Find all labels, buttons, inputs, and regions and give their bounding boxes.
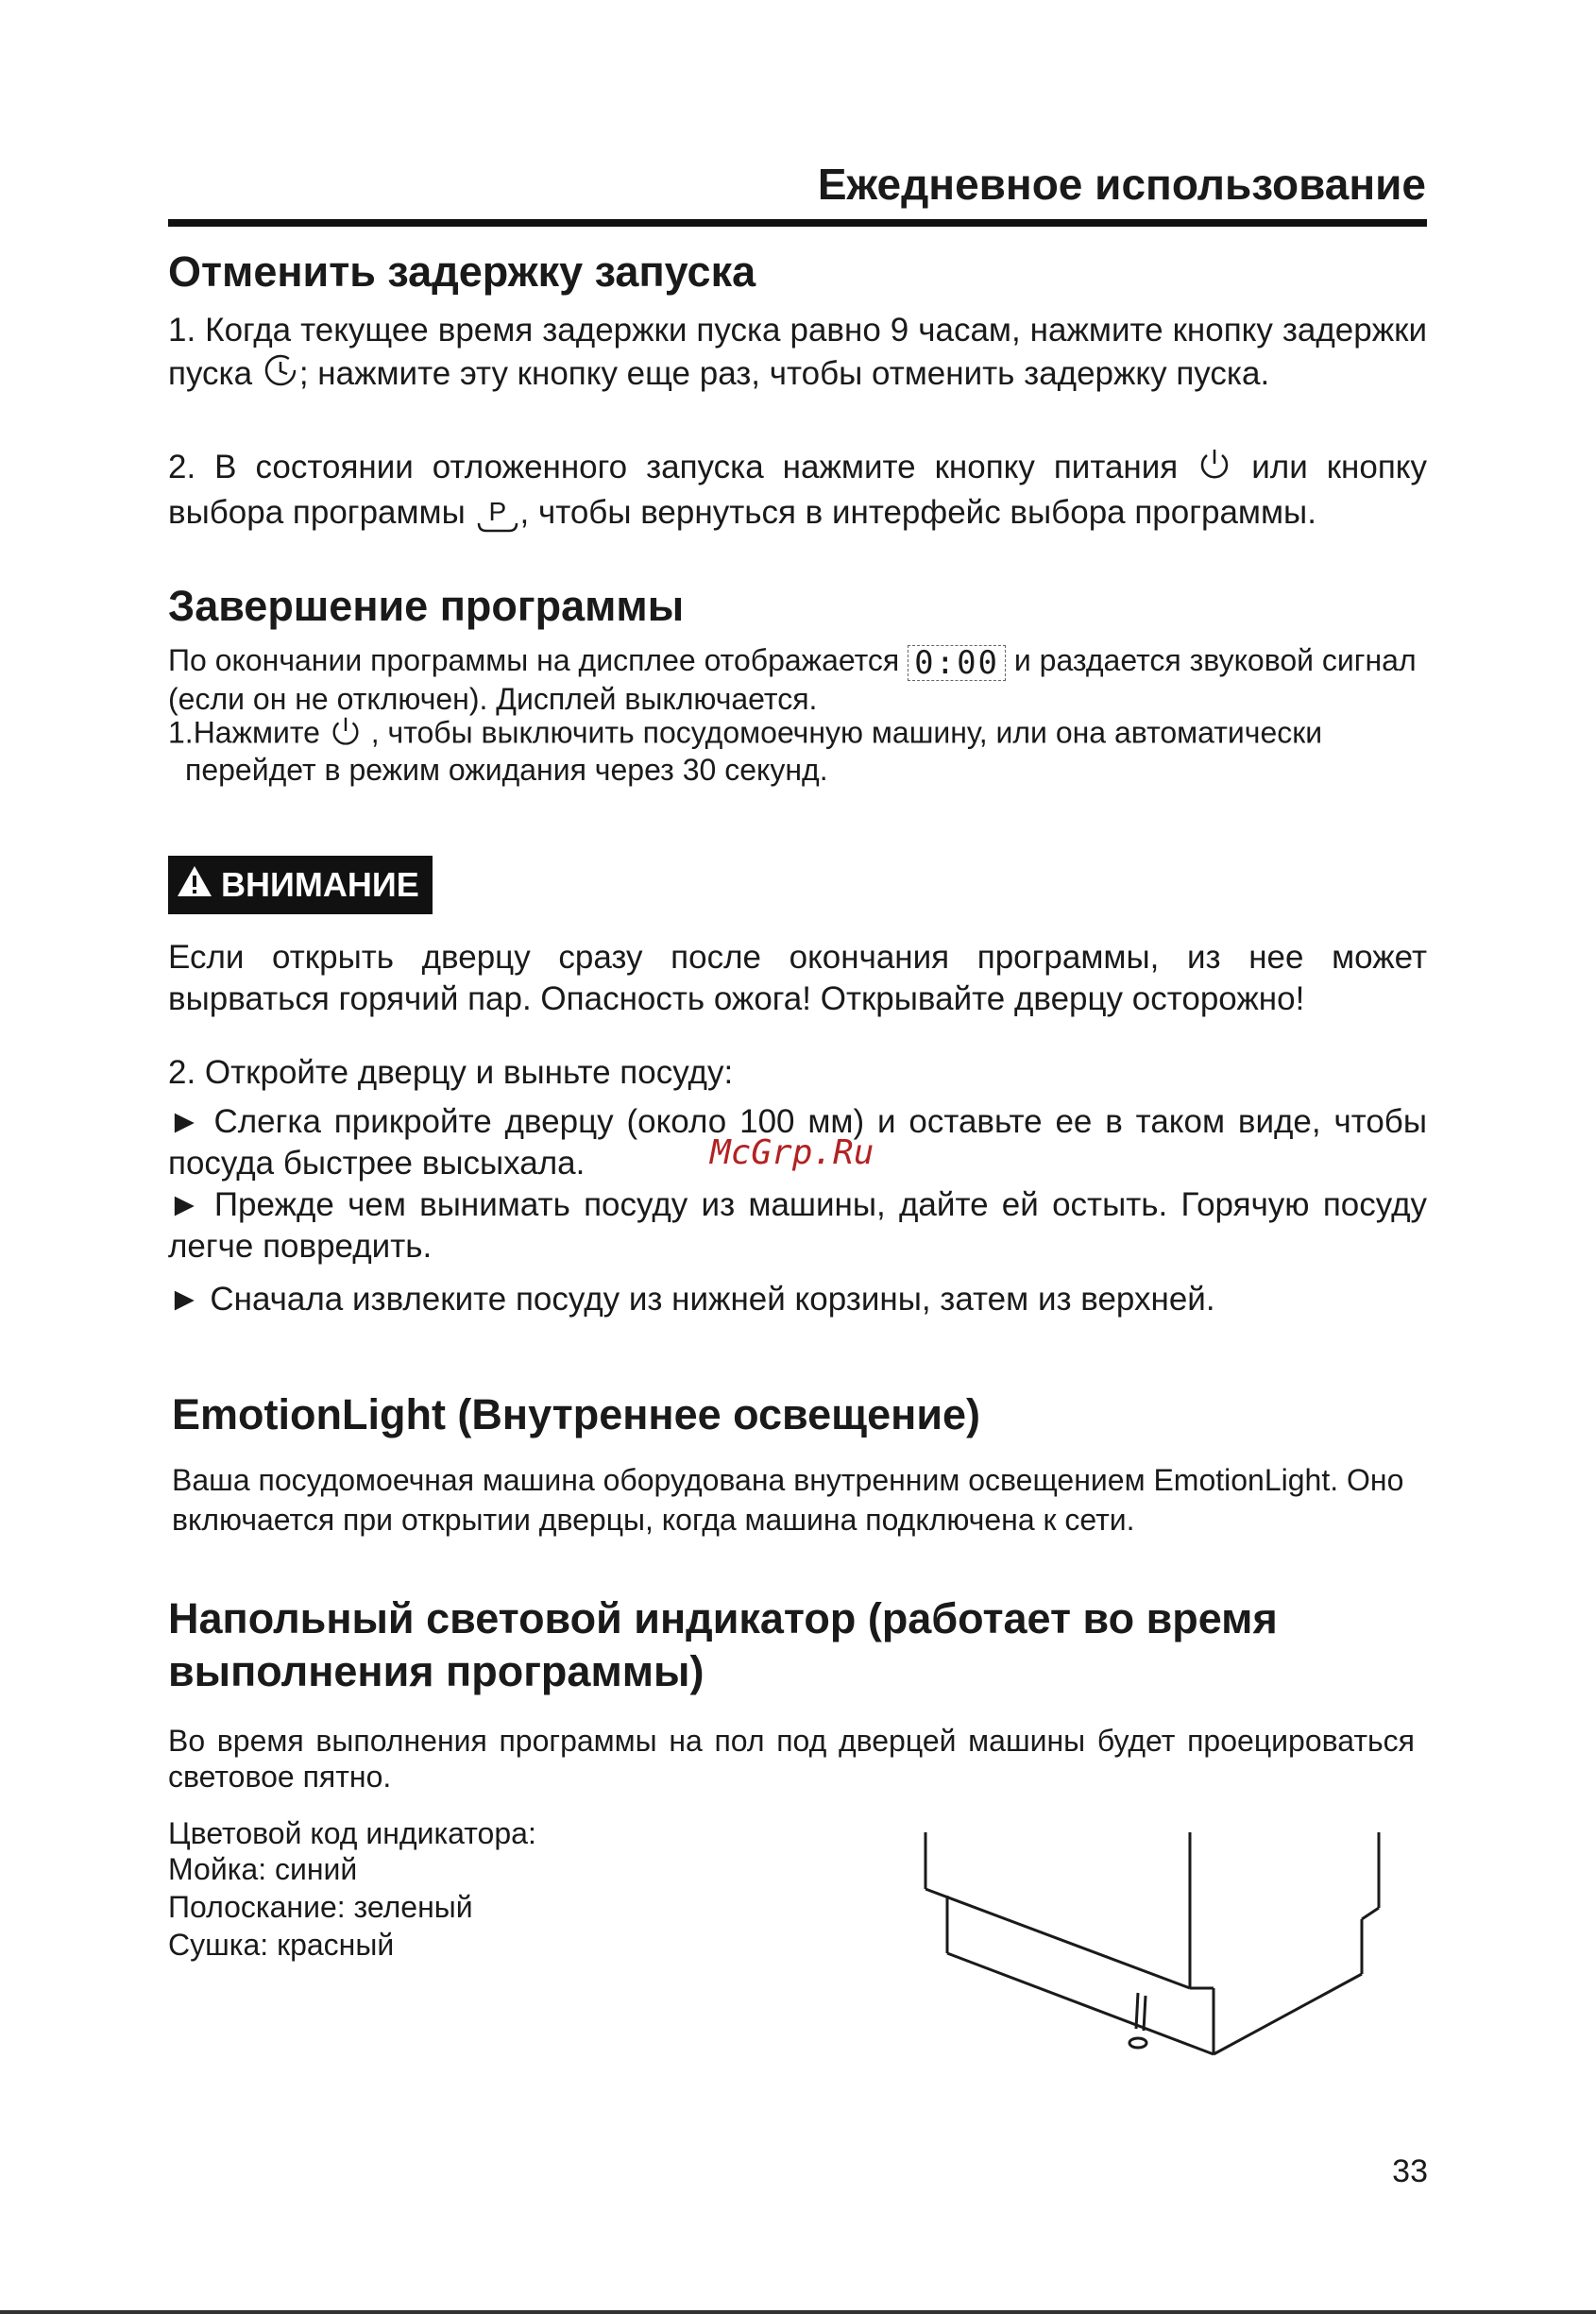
program-end-item1-text-c: перейдет в режим ожидания через 30 секунд. [185,753,828,787]
delay-start-icon [262,351,299,400]
cancel-delay-item2 [168,446,1427,535]
page-header-title: Ежедневное использование [817,160,1426,209]
program-select-icon [475,495,520,535]
unload-item2: 2. Откройте дверцу и выньте посуду: [168,1054,734,1091]
warning-triangle-icon [176,864,213,907]
header-rule [168,219,1427,227]
watermark: McGrp.Ru [710,1133,874,1172]
warning-label: ВНИМАНИЕ [221,865,419,904]
display-indicator: 0:00 [908,645,1006,681]
program-end-text-a: По окончании программы на дисплее отображается [168,643,900,677]
warning-badge [168,856,433,914]
program-select-icon-letter: P [488,496,507,526]
emotionlight-text: Ваша посудомоечная машина оборудована внутренним освещением EmotionLight. Оно включается при открытии дверцы, когда машина подключена к сети. [172,1463,1404,1537]
unload-bullet3: ► Сначала извлеките посуду из нижней корзины, затем из верхней. [168,1281,1215,1318]
page-number: 33 [1392,2153,1428,2189]
floor-indicator-heading-line2: выполнения программы) [168,1647,705,1695]
color-code-dry: Сушка: красный [168,1928,395,1962]
program-end-item1-text-b: , чтобы выключить посудомоечную машину, или она автоматически [370,715,1323,750]
warning-text: Если открыть дверцу сразу после окончания программы, из нее может вырваться горячий пар. Опасность ожога! Открывайте дверцу осторожно! [168,939,1427,1017]
floor-light-illustration [907,1813,1398,2068]
cancel-delay-heading: Отменить задержку запуска [168,247,756,296]
bottom-rule [0,2310,1596,2314]
unload-bullet2: ► Прежде чем вынимать посуду из машины, дайте ей остыть. Горячую посуду легче повредить. [168,1186,1427,1265]
color-code-title: Цветовой код индикатора: [168,1816,536,1850]
unload-bullet1: ► Слегка прикройте дверцу (около 100 мм) и оставьте ее в таком виде, чтобы посуда быстрее высыхала. [168,1103,1427,1182]
color-code-wash: Мойка: синий [168,1852,358,1886]
floor-indicator-heading-line1: Напольный световой индикатор (работает во время [168,1594,1278,1642]
program-end-text [168,642,1427,717]
color-code-rinse: Полоскание: зеленый [168,1890,473,1924]
cancel-delay-item2-text-c: , чтобы вернуться в интерфейс выбора программы. [519,494,1316,531]
program-end-item1-text-a: 1.Нажмите [168,715,320,750]
power-icon [1197,446,1232,492]
cancel-delay-item2-text-b: или кнопку выбора программы [168,448,1427,531]
power-icon [329,714,363,756]
floor-indicator-text: Во время выполнения программы на пол под дверцей машины будет проецироваться световое пятно. [168,1724,1415,1794]
cancel-delay-item1 [168,310,1427,400]
program-end-item1 [168,714,1427,756]
cancel-delay-item2-text-a: 2. В состоянии отложенного запуска нажмите кнопку питания [168,448,1179,485]
program-end-text-b: и раздается звуковой сигнал (если он не отключен). Дисплей выключается. [168,643,1417,716]
program-end-heading: Завершение программы [168,582,685,630]
cancel-delay-item1-text-a: 1. Когда текущее время задержки пуска равно 9 часам, нажмите кнопку задержки пуска [168,312,1427,392]
cancel-delay-item1-text-b: ; нажмите эту кнопку еще раз, чтобы отменить задержку пуска. [298,354,1270,392]
emotionlight-heading: EmotionLight (Внутреннее освещение) [172,1390,981,1438]
